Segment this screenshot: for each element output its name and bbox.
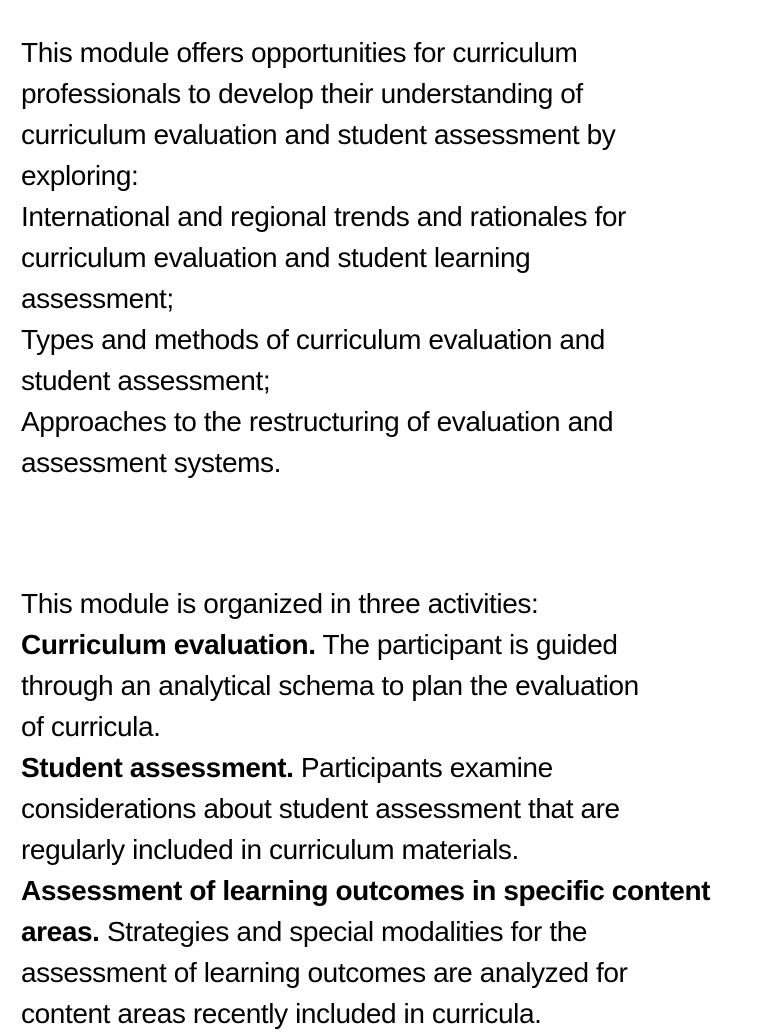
- topic-item: [21, 319, 766, 401]
- text-line: curriculum evaluation and student assessment by: [21, 119, 616, 150]
- activity-title: Student assessment.: [21, 752, 294, 783]
- text-line: exploring:: [21, 160, 139, 191]
- activity-text: The participant is guided: [315, 629, 618, 660]
- text-line: [21, 870, 766, 911]
- text-line: Approaches to the restructuring of evaluation and: [21, 406, 614, 437]
- organization-paragraph: [21, 583, 766, 624]
- document-page: [21, 32, 766, 1034]
- activity-text: Participants examine: [293, 752, 553, 783]
- intro-paragraph: [21, 32, 766, 196]
- activity-item: [21, 870, 766, 1034]
- text-line: assessment of learning outcomes are analyzed for: [21, 957, 628, 988]
- text-line: This module offers opportunities for curriculum: [21, 37, 578, 68]
- topic-item: [21, 401, 766, 483]
- text-line: curriculum evaluation and student learning: [21, 242, 531, 273]
- text-line: This module is organized in three activities:: [21, 588, 539, 619]
- text-line: of curricula.: [21, 711, 161, 742]
- text-line: assessment systems.: [21, 447, 282, 478]
- activity-title: Assessment of learning outcomes in specific content: [21, 875, 711, 906]
- activity-item: [21, 747, 766, 870]
- text-line: [21, 747, 766, 788]
- text-line: content areas recently included in curricula.: [21, 998, 542, 1029]
- text-line: through an analytical schema to plan the evaluation: [21, 670, 639, 701]
- text-line: [21, 911, 766, 952]
- text-line: considerations about student assessment that are: [21, 793, 620, 824]
- text-line: International and regional trends and rationales for: [21, 201, 626, 232]
- activity-title: areas.: [21, 916, 100, 947]
- text-line: student assessment;: [21, 365, 271, 396]
- text-line: professionals to develop their understanding of: [21, 78, 583, 109]
- text-line: [21, 624, 766, 665]
- activity-title: Curriculum evaluation.: [21, 629, 316, 660]
- text-line: Types and methods of curriculum evaluation and: [21, 324, 605, 355]
- activity-text: Strategies and special modalities for the: [99, 916, 588, 947]
- text-line: regularly included in curriculum materials.: [21, 834, 519, 865]
- text-line: assessment;: [21, 283, 174, 314]
- section-spacer: [21, 483, 766, 583]
- activity-item: [21, 624, 766, 747]
- topic-item: [21, 196, 766, 319]
